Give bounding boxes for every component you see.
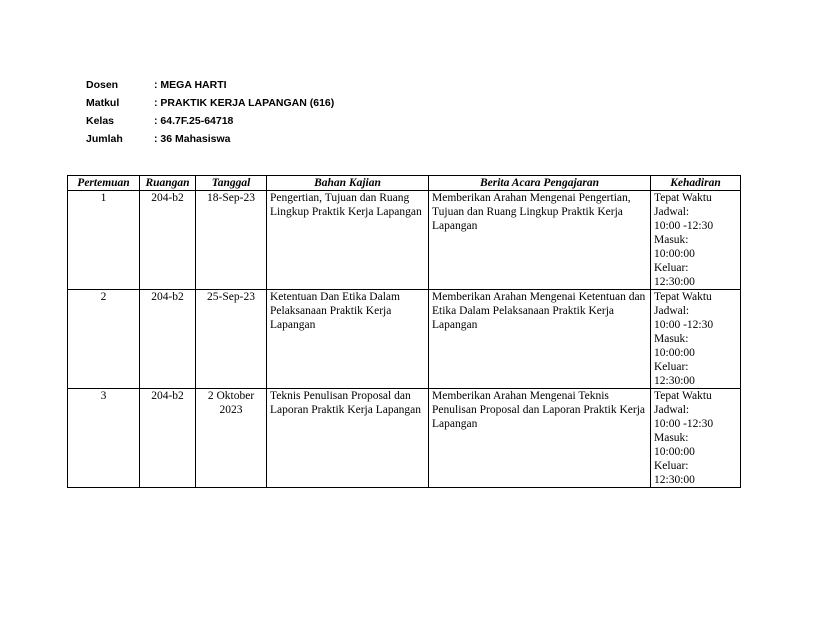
kehadiran-status: Tepat Waktu [654,192,712,204]
kehadiran-jadwal-value: 10:00 -12:30 [654,319,714,331]
kehadiran-masuk-value: 10:00:00 [654,248,695,260]
kelas-row [86,112,334,130]
cell-pertemuan: 3 [68,389,140,488]
jumlah-row [86,130,334,148]
cell-ruangan: 204-b2 [140,389,196,488]
cell-berita-acara: Memberikan Arahan Mengenai Pengertian, Tujuan dan Ruang Lingkup Praktik Kerja Lapangan [429,191,651,290]
kelas-value: : 64.7F.25-64718 [154,115,234,127]
kehadiran-keluar-value: 12:30:00 [654,375,695,387]
kehadiran-jadwal-label: Jadwal: [654,206,690,218]
cell-bahan-kajian: Teknis Penulisan Proposal dan Laporan Praktik Kerja Lapangan [267,389,429,488]
kehadiran-status: Tepat Waktu [654,390,712,402]
schedule-table [67,175,741,488]
cell-pertemuan: 1 [68,191,140,290]
col-header-pertemuan: Pertemuan [68,176,140,191]
kehadiran-keluar-value: 12:30:00 [654,474,695,486]
kehadiran-jadwal-label: Jadwal: [654,305,690,317]
kehadiran-status: Tepat Waktu [654,291,712,303]
col-header-kehadiran: Kehadiran [651,176,741,191]
kehadiran-keluar-value: 12:30:00 [654,276,695,288]
table-row [68,191,741,290]
kehadiran-masuk-label: Masuk: [654,333,689,345]
kehadiran-keluar-label: Keluar: [654,262,689,274]
jumlah-value: : 36 Mahasiswa [154,133,231,145]
matkul-value: : PRAKTIK KERJA LAPANGAN (616) [154,97,335,109]
cell-berita-acara: Memberikan Arahan Mengenai Teknis Penulisan Proposal dan Laporan Praktik Kerja Lapangan [429,389,651,488]
table-header-row [68,176,741,191]
kehadiran-jadwal-value: 10:00 -12:30 [654,220,714,232]
table-row [68,290,741,389]
cell-kehadiran [651,191,741,290]
dosen-label: Dosen [86,79,119,91]
cell-bahan-kajian: Pengertian, Tujuan dan Ruang Lingkup Praktik Kerja Lapangan [267,191,429,290]
kelas-label: Kelas [86,115,115,127]
cell-ruangan: 204-b2 [140,290,196,389]
lecture-header [86,76,334,148]
table-row [68,389,741,488]
kehadiran-masuk-label: Masuk: [654,432,689,444]
kehadiran-masuk-label: Masuk: [654,234,689,246]
cell-ruangan: 204-b2 [140,191,196,290]
dosen-row [86,76,334,94]
cell-kehadiran [651,389,741,488]
dosen-value: : MEGA HARTI [154,79,227,91]
cell-pertemuan: 2 [68,290,140,389]
col-header-tanggal: Tanggal [196,176,267,191]
col-header-berita-acara: Berita Acara Pengajaran [429,176,651,191]
col-header-bahan-kajian: Bahan Kajian [267,176,429,191]
kehadiran-masuk-value: 10:00:00 [654,446,695,458]
kehadiran-keluar-label: Keluar: [654,361,689,373]
cell-kehadiran [651,290,741,389]
kehadiran-jadwal-value: 10:00 -12:30 [654,418,714,430]
matkul-label: Matkul [86,97,120,109]
jumlah-label: Jumlah [86,133,123,145]
col-header-ruangan: Ruangan [140,176,196,191]
kehadiran-keluar-label: Keluar: [654,460,689,472]
cell-tanggal: 18-Sep-23 [196,191,267,290]
cell-tanggal: 25-Sep-23 [196,290,267,389]
kehadiran-jadwal-label: Jadwal: [654,404,690,416]
matkul-row [86,94,334,112]
kehadiran-masuk-value: 10:00:00 [654,347,695,359]
cell-berita-acara: Memberikan Arahan Mengenai Ketentuan dan Etika Dalam Pelaksanaan Praktik Kerja Lapangan [429,290,651,389]
cell-bahan-kajian: Ketentuan Dan Etika Dalam Pelaksanaan Praktik Kerja Lapangan [267,290,429,389]
cell-tanggal: 2 Oktober 2023 [196,389,267,488]
